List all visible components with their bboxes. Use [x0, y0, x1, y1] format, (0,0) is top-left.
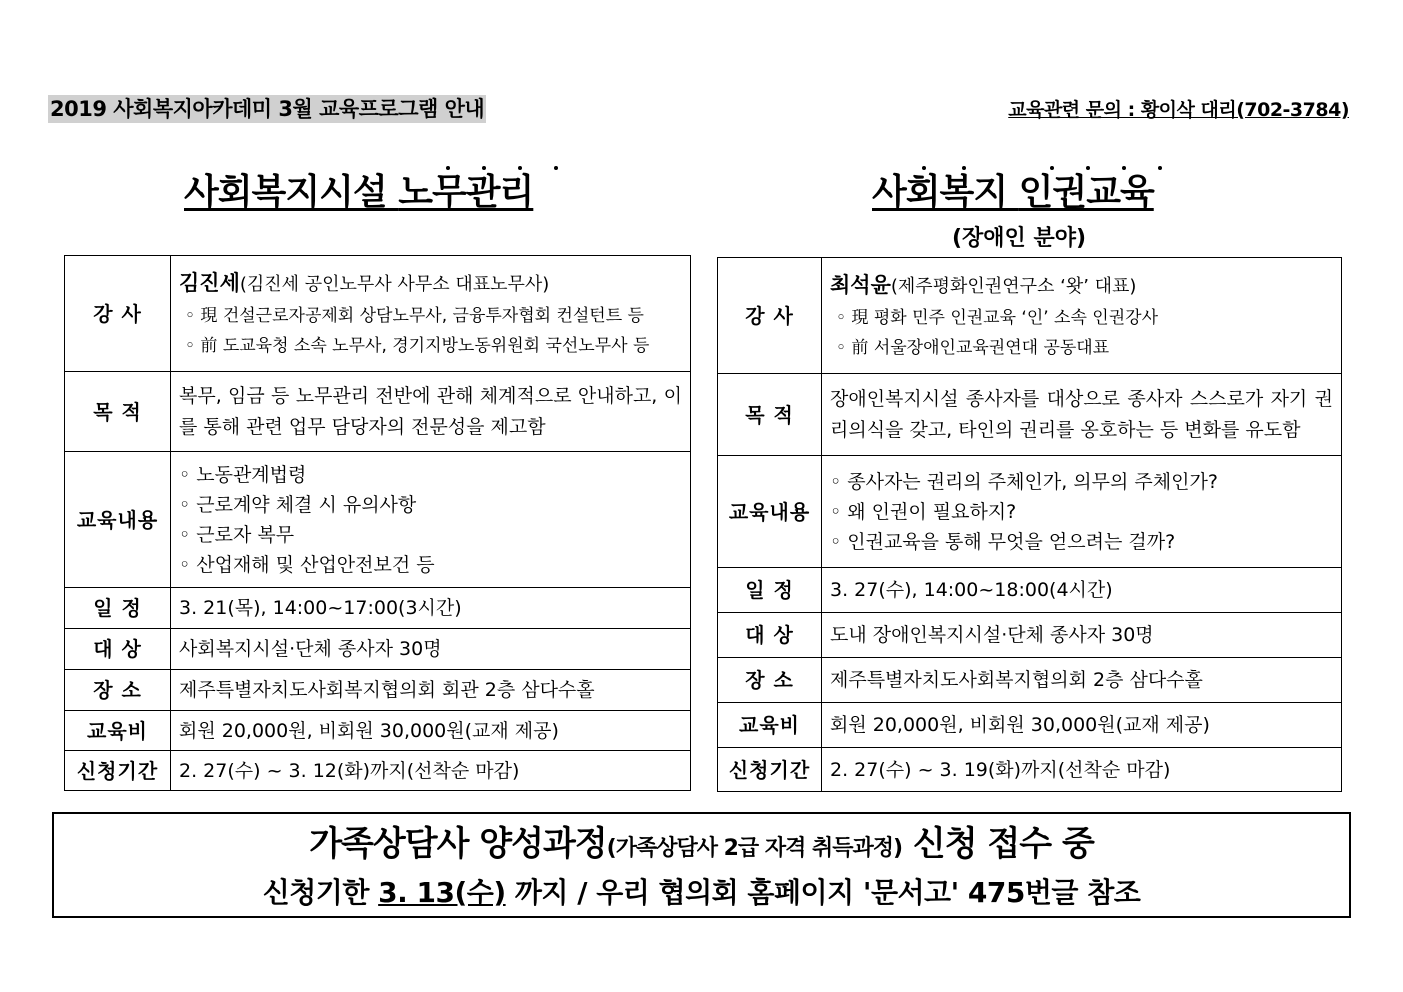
instructor-name: 최석윤 [830, 272, 891, 297]
instructor-career-current: ◦ 現 건설근로자공제회 상담노무사, 금융투자협회 컨설턴트 등 [185, 305, 644, 326]
list-item: ◦ 왜 인권이 필요하지? [830, 500, 1017, 523]
left-title-part-b: 노무관리 [398, 172, 534, 213]
banner-deadline-line [54, 873, 1349, 913]
family-counselor-banner [52, 812, 1351, 918]
banner-course-detail: (가족상담사 2급 자격 취득과정) [606, 836, 903, 861]
list-item: ◦ 산업재해 및 산업안전보건 등 [179, 553, 435, 576]
table-row [65, 256, 691, 372]
table-row [718, 658, 1342, 703]
banner-deadline-date: 3. 13(수) [378, 876, 506, 909]
target-text: 도내 장애인복지시설·단체 종사자 30명 [822, 613, 1342, 658]
instructor-cell [171, 256, 691, 372]
right-title-part-b: 인권교육 [1018, 172, 1154, 213]
table-row [65, 588, 691, 629]
row-label: 강 사 [65, 256, 171, 372]
banner-status: 신청 접수 중 [902, 824, 1094, 864]
table-row [718, 748, 1342, 792]
row-label: 교육비 [65, 711, 171, 751]
row-label: 대 상 [718, 613, 822, 658]
right-title-part-a: 사회복지 [872, 172, 1019, 213]
table-row [65, 372, 691, 452]
content-cell [822, 456, 1342, 568]
table-row [718, 456, 1342, 568]
left-title-part-a: 사회복지시설 [184, 172, 399, 213]
list-item: ◦ 노동관계법령 [179, 463, 307, 486]
row-label: 교육내용 [65, 452, 171, 588]
banner-course-name: 가족상담사 양성과정 [309, 824, 607, 864]
fee-text: 회원 20,000원, 비회원 30,000원(교재 제공) [171, 711, 691, 751]
instructor-career-former: ◦ 前 서울장애인교육권연대 공동대표 [836, 337, 1110, 358]
table-row [65, 711, 691, 751]
banner-headline [54, 820, 1349, 873]
row-label: 일 정 [718, 568, 822, 613]
table-row [718, 568, 1342, 613]
list-item: ◦ 종사자는 권리의 주체인가, 의무의 주체인가? [830, 470, 1218, 493]
target-text: 사회복지시설·단체 종사자 30명 [171, 629, 691, 670]
row-label: 일 정 [65, 588, 171, 629]
right-title-emphasis-dots [890, 166, 1190, 172]
right-info-table [717, 257, 1342, 792]
content-cell [171, 452, 691, 588]
table-row [718, 703, 1342, 748]
instructor-cell [822, 258, 1342, 374]
table-row [65, 670, 691, 711]
period-text: 2. 27(수) ~ 3. 19(화)까지(선착순 마감) [822, 748, 1342, 792]
instructor-career-former: ◦ 前 도교육청 소속 노무사, 경기지방노동위원회 국선노무사 등 [185, 335, 650, 356]
banner-deadline-label: 신청기한 [262, 876, 379, 909]
left-info-table [64, 255, 691, 791]
left-title-emphasis-dots [440, 166, 580, 172]
row-label: 대 상 [65, 629, 171, 670]
row-label: 신청기간 [65, 751, 171, 791]
row-label: 신청기간 [718, 748, 822, 792]
purpose-text: 장애인복지시설 종사자를 대상으로 종사자 스스로가 자기 권리의식을 갖고, 타인의 권리를 옹호하는 등 변화를 유도함 [822, 374, 1342, 456]
left-program-title [184, 170, 533, 216]
table-row [718, 258, 1342, 374]
place-text: 제주특별자치도사회복지협의회 2층 삼다수홀 [822, 658, 1342, 703]
row-label: 강 사 [718, 258, 822, 374]
table-row [65, 452, 691, 588]
row-label: 목 적 [65, 372, 171, 452]
row-label: 교육비 [718, 703, 822, 748]
row-label: 목 적 [718, 374, 822, 456]
banner-deadline-note: 까지 / 우리 협의회 홈페이지 '문서고' 475번글 참조 [505, 876, 1141, 909]
schedule-text: 3. 21(목), 14:00~17:00(3시간) [171, 588, 691, 629]
instructor-career-current: ◦ 現 평화 민주 인권교육 ‘인’ 소속 인권강사 [836, 307, 1158, 328]
list-item: ◦ 근로자 복무 [179, 523, 295, 546]
row-label: 장 소 [718, 658, 822, 703]
schedule-text: 3. 27(수), 14:00~18:00(4시간) [822, 568, 1342, 613]
instructor-affiliation: (김진세 공인노무사 사무소 대표노무사) [239, 273, 550, 295]
contact-info: 교육관련 문의 : 황이삭 대리(702-3784) [1008, 99, 1349, 121]
fee-text: 회원 20,000원, 비회원 30,000원(교재 제공) [822, 703, 1342, 748]
list-item: ◦ 인권교육을 통해 무엇을 얻으려는 걸까? [830, 530, 1176, 553]
table-row [718, 374, 1342, 456]
row-label: 교육내용 [718, 456, 822, 568]
place-text: 제주특별자치도사회복지협의회 회관 2층 삼다수홀 [171, 670, 691, 711]
instructor-name: 김진세 [179, 270, 240, 295]
table-row [65, 751, 691, 791]
right-program-title [872, 170, 1154, 216]
table-row [718, 613, 1342, 658]
table-row [65, 629, 691, 670]
document-title: 2019 사회복지아카데미 3월 교육프로그램 안내 [50, 97, 485, 121]
purpose-text: 복무, 임금 등 노무관리 전반에 관해 체계적으로 안내하고, 이를 통해 관련 업무 담당자의 전문성을 제고함 [171, 372, 691, 452]
row-label: 장 소 [65, 670, 171, 711]
list-item: ◦ 근로계약 체결 시 유의사항 [179, 493, 417, 516]
right-program-subtitle: (장애인 분야) [952, 226, 1087, 251]
instructor-affiliation: (제주평화인권연구소 ‘왓’ 대표) [890, 275, 1137, 297]
period-text: 2. 27(수) ~ 3. 12(화)까지(선착순 마감) [171, 751, 691, 791]
